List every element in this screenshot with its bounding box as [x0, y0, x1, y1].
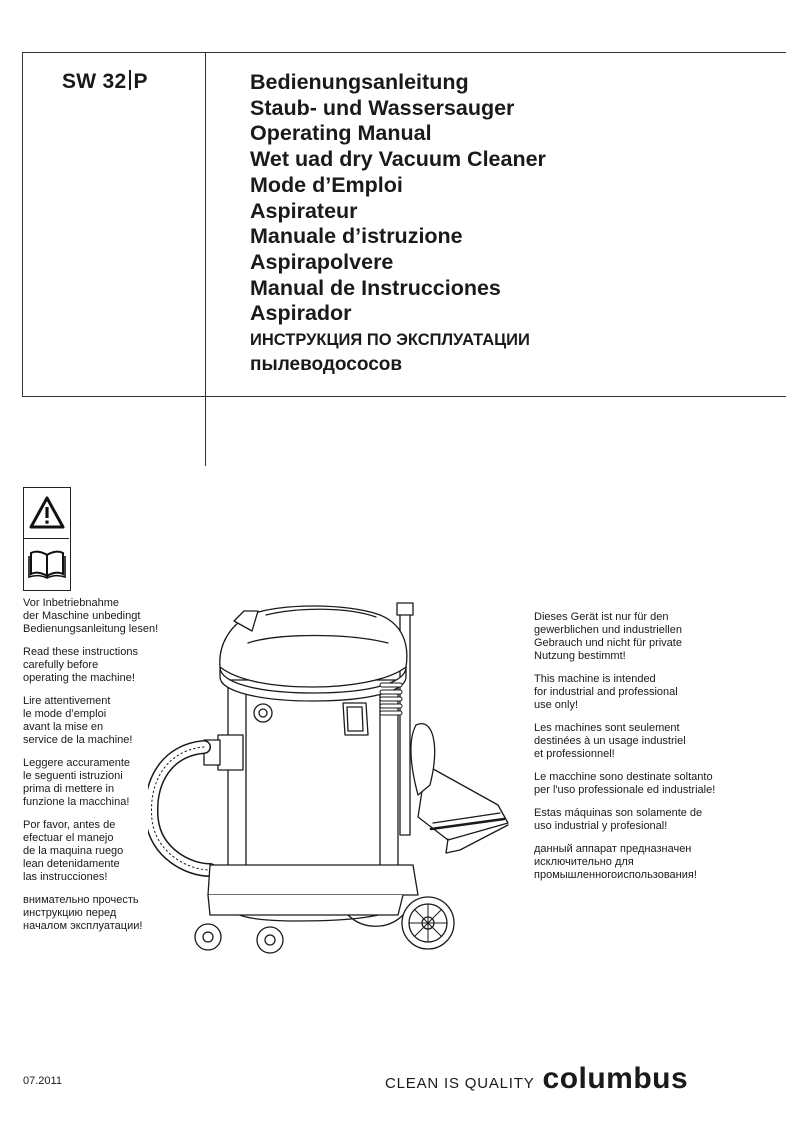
title-line: Bedienungsanleitung [250, 70, 469, 94]
model-name [62, 70, 148, 94]
title-line: Aspirador [250, 301, 352, 326]
usage-paragraph: Les machines sont seulement destinées à un usage industriel et professionnel! [534, 722, 686, 760]
title-line: Manuale d’istruzione [250, 224, 463, 249]
brand-logo: columbus [542, 1062, 689, 1095]
title-line: Mode d’Emploi [250, 172, 403, 197]
title-line: Aspirateur [250, 198, 358, 223]
manual-titles [250, 70, 770, 378]
model-suffix: P [133, 70, 148, 93]
header-bottom-rule [22, 396, 786, 397]
top-rule [22, 52, 786, 53]
instruction-paragraph: внимательно прочесть инструкцию перед началом эксплуатации! [23, 894, 143, 932]
usage-paragraph: Estas máquinas son solamente de uso industrial y profesional! [534, 807, 703, 832]
usage-paragraph: Dieses Gerät ist nur für den gewerblichen und industriellen Gebrauch und nicht für private Nutzung bestimmt! [534, 611, 682, 662]
publication-date: 07.2011 [23, 1075, 62, 1087]
title-line: пылеводососов [250, 354, 403, 376]
title-line: Aspirapolvere [250, 249, 394, 274]
usage-paragraph: данный аппарат предназначен исключительно для промышленногоиспользования! [534, 843, 697, 881]
title-line: Manual de Instrucciones [250, 275, 501, 300]
open-book-icon [24, 539, 69, 589]
left-edge-rule [22, 52, 23, 397]
instruction-paragraph: Read these instructions carefully before operating the machine! [23, 646, 138, 684]
usage-paragraph: Le macchine sono destinate soltanto per l'uso professionale ed industriale! [534, 771, 716, 796]
title-line: Wet uad dry Vacuum Cleaner [250, 147, 546, 172]
instruction-paragraph: Vor Inbetriebnahme der Maschine unbedingt Bedienungsanleitung lesen! [23, 597, 159, 635]
instruction-paragraph: Lire attentivement le mode d’emploi avant la mise en service de la machine! [23, 695, 133, 746]
instruction-paragraph: Por favor, antes de efectuar el manejo de la maquina ruego lean detenidamente las instrucciones! [23, 819, 124, 883]
usage-notice-column [534, 611, 764, 892]
vacuum-cleaner-illustration [148, 585, 538, 965]
usage-paragraph: This machine is intended for industrial and professional use only! [534, 673, 678, 711]
brand-tagline: CLEAN IS QUALITY [385, 1075, 535, 1092]
model-number: SW 32 [62, 70, 127, 93]
safety-icons-box [23, 487, 71, 591]
title-line: Operating Manual [250, 121, 432, 146]
brand-footer [385, 1062, 688, 1096]
title-line: ИНСТРУКЦИЯ ПО ЭКСПЛУАТАЦИИ [250, 331, 530, 350]
title-line: Staub- und Wassersauger [250, 95, 515, 120]
column-divider-rule [205, 52, 206, 466]
model-separator [129, 70, 131, 90]
instruction-paragraph: Leggere accuramente le seguenti istruzioni prima di mettere in funzione la macchina! [23, 757, 131, 808]
warning-triangle-icon [24, 488, 69, 539]
